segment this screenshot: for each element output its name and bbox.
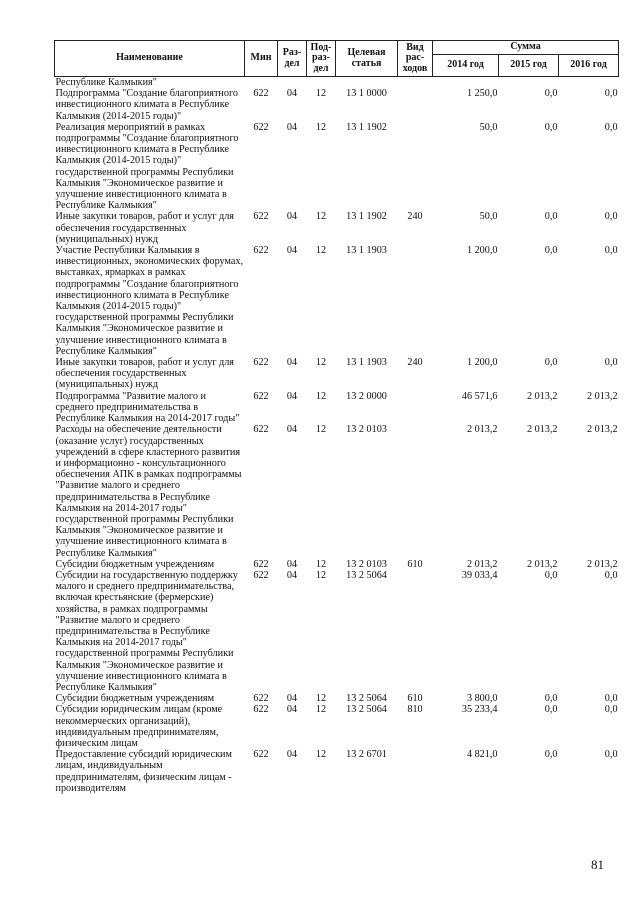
row-sum-2015: 0,0 xyxy=(544,569,558,581)
row-razdel: 04 xyxy=(286,569,298,581)
header-razdel xyxy=(278,41,307,77)
row-article: 13 1 0000 xyxy=(346,88,387,100)
table-row xyxy=(55,77,619,89)
row-sum-2016: 0,0 xyxy=(604,704,618,716)
row-razdel: 04 xyxy=(286,245,298,257)
row-min: 622 xyxy=(253,88,269,100)
row-sum-2015: 0,0 xyxy=(544,88,558,100)
row-sum-2016: 0,0 xyxy=(604,357,618,369)
row-vid xyxy=(398,424,433,558)
row-vid xyxy=(398,122,433,212)
table-row xyxy=(55,122,619,212)
row-razdel: 04 xyxy=(286,88,298,100)
row-min: 622 xyxy=(253,749,269,761)
row-razdel: 04 xyxy=(286,390,298,402)
row-min: 622 xyxy=(253,245,269,257)
row-min: 622 xyxy=(253,211,269,223)
row-vid xyxy=(398,88,433,122)
row-sum-2014: 1 200,0 xyxy=(466,357,498,369)
row-podrazdel: 12 xyxy=(315,121,327,133)
row-min: 622 xyxy=(253,558,269,570)
page-number: 81 xyxy=(591,857,604,872)
table-row xyxy=(55,570,619,693)
table-row xyxy=(55,88,619,122)
row-sum-2016: 2 013,2 xyxy=(586,424,618,436)
row-sum-2015: 0,0 xyxy=(544,749,558,761)
row-article: 13 2 0103 xyxy=(346,558,387,570)
row-sum-2014: 1 250,0 xyxy=(466,88,498,100)
table-body xyxy=(55,77,619,795)
header-2016: 2016 год xyxy=(559,55,619,77)
header-podrazdel xyxy=(307,41,336,77)
row-name: Субсидии бюджетным учреждениям xyxy=(55,558,215,570)
row-sum-2015: 0,0 xyxy=(544,693,558,705)
row-razdel: 04 xyxy=(286,749,298,761)
row-name: Субсидии бюджетным учреждениям xyxy=(55,693,215,705)
row-min: 622 xyxy=(253,424,269,436)
row-podrazdel: 12 xyxy=(315,357,327,369)
row-podrazdel xyxy=(307,77,336,89)
row-podrazdel: 12 xyxy=(315,88,327,100)
table-row xyxy=(55,559,619,570)
row-article xyxy=(336,77,398,89)
row-article: 13 2 5064 xyxy=(346,704,387,716)
header-sum: Сумма xyxy=(433,41,619,55)
row-sum-2016: 2 013,2 xyxy=(586,558,618,570)
table-row xyxy=(55,211,619,245)
row-article: 13 1 1902 xyxy=(346,211,387,223)
row-name: Предоставление субсидий юридическим лицам, индивидуальным предпринимателям, физическим лицам - производителям xyxy=(55,749,232,794)
row-min: 622 xyxy=(253,704,269,716)
row-sum-2016: 0,0 xyxy=(604,693,618,705)
row-name: Подпрограмма "Развитие малого и среднего предпринимательства в Республике Калмыкия на 2014-2017 годы" xyxy=(55,390,240,425)
header-min: Мин xyxy=(245,41,278,77)
row-sum-2014: 4 821,0 xyxy=(466,749,498,761)
row-sum-2015: 2 013,2 xyxy=(526,558,558,570)
row-min xyxy=(245,77,278,89)
header-razdel-text: Раз- дел xyxy=(282,46,302,69)
row-name: Субсидии на государственную поддержку малого и среднего предпринимательства, включая крестьянские (фермерские) хозяйства, в рамках подпрограммы "Развитие малого и среднего предпринимательства в Республике Калмыкия на 2014-2017 годы" государственной программы Республики Калмыкия "Экономическое развитие и улучшение инвестиционного климата в Республике Калмыкия" xyxy=(55,569,238,693)
row-sum-2015: 0,0 xyxy=(544,121,558,133)
row-podrazdel: 12 xyxy=(315,245,327,257)
row-razdel: 04 xyxy=(286,558,298,570)
row-razdel: 04 xyxy=(286,704,298,716)
row-sum-2016: 0,0 xyxy=(604,749,618,761)
row-article: 13 2 5064 xyxy=(346,569,387,581)
table-row xyxy=(55,245,619,357)
table-row xyxy=(55,424,619,558)
row-name: Иные закупки товаров, работ и услуг для обеспечения государственных (муниципальных) нужд xyxy=(55,357,234,391)
row-podrazdel: 12 xyxy=(315,704,327,716)
row-sum-2016: 0,0 xyxy=(604,121,618,133)
row-sum-2014: 50,0 xyxy=(479,211,498,223)
row-vid xyxy=(398,749,433,794)
row-sum-2014: 2 013,2 xyxy=(466,558,498,570)
row-sum-2016: 2 013,2 xyxy=(586,390,618,402)
row-min: 622 xyxy=(253,121,269,133)
row-sum-2015: 0,0 xyxy=(544,357,558,369)
header-vid xyxy=(398,41,433,77)
row-min: 622 xyxy=(253,569,269,581)
row-podrazdel: 12 xyxy=(315,569,327,581)
row-name: Реализация мероприятий в рамках подпрограммы "Создание благоприятного инвестиционного климата в Республике Калмыкия (2014-2015 годы)" государственной программы Республики Калмыкия "Экономическое развитие и улучшение инвестиционного климата в Республике Калмыкия" xyxy=(55,121,239,212)
row-razdel: 04 xyxy=(286,693,298,705)
row-sum-2016 xyxy=(559,77,619,89)
row-vid: 810 xyxy=(407,704,423,716)
table-row xyxy=(55,749,619,794)
row-vid xyxy=(398,245,433,357)
row-vid: 240 xyxy=(407,357,423,369)
row-razdel xyxy=(278,77,307,89)
row-name: Участие Республики Калмыкия в инвестиционных, экономических форумах, выставках, ярмарках в рамках подпрограммы "Создание благоприятного инвестиционного климата в Республике Калмыкия (2014-2015 годы)" государственной программы Республики Калмыкия "Экономическое развитие и улучшение инвестиционного климата в Республике Калмыкия" xyxy=(55,245,244,357)
row-sum-2014: 39 033,4 xyxy=(461,569,498,581)
row-name: Субсидии юридическим лицам (кроме некоммерческих организаций), индивидуальным предпринимателям, физическим лицам xyxy=(55,704,223,749)
row-sum-2014: 1 200,0 xyxy=(466,245,498,257)
header-vid-text: Вид рас- ходов xyxy=(402,41,428,74)
row-article: 13 1 1902 xyxy=(346,121,387,133)
row-podrazdel: 12 xyxy=(315,749,327,761)
row-podrazdel: 12 xyxy=(315,211,327,223)
row-razdel: 04 xyxy=(286,424,298,436)
header-article-text: Целевая статья xyxy=(347,46,386,69)
row-sum-2014: 35 233,4 xyxy=(461,704,498,716)
row-sum-2014: 46 571,6 xyxy=(461,390,498,402)
row-name: Подпрограмма "Создание благоприятного инвестиционного климата в Республике Калмыкия (2014-2015 годы)" xyxy=(55,88,238,122)
row-article: 13 2 5064 xyxy=(346,693,387,705)
row-min: 622 xyxy=(253,390,269,402)
row-sum-2014: 2 013,2 xyxy=(466,424,498,436)
budget-table xyxy=(54,40,619,794)
row-sum-2016: 0,0 xyxy=(604,569,618,581)
row-sum-2014: 50,0 xyxy=(479,121,498,133)
row-sum-2014 xyxy=(433,77,499,89)
row-podrazdel: 12 xyxy=(315,390,327,402)
table-row xyxy=(55,704,619,749)
row-min: 622 xyxy=(253,693,269,705)
row-article: 13 2 0000 xyxy=(346,390,387,402)
table-header xyxy=(55,41,619,77)
table-row xyxy=(55,391,619,425)
row-article: 13 2 6701 xyxy=(346,749,387,761)
row-razdel: 04 xyxy=(286,121,298,133)
header-name: Наименование xyxy=(55,41,245,77)
row-sum-2015: 2 013,2 xyxy=(526,390,558,402)
row-article: 13 2 0103 xyxy=(346,424,387,436)
row-article: 13 1 1903 xyxy=(346,357,387,369)
row-sum-2016: 0,0 xyxy=(604,88,618,100)
row-sum-2015: 0,0 xyxy=(544,211,558,223)
row-vid xyxy=(398,77,433,89)
row-sum-2014: 3 800,0 xyxy=(466,693,498,705)
row-article: 13 1 1903 xyxy=(346,245,387,257)
row-razdel: 04 xyxy=(286,211,298,223)
row-vid: 610 xyxy=(407,693,423,705)
row-podrazdel: 12 xyxy=(315,558,327,570)
header-article xyxy=(336,41,398,77)
row-sum-2015: 0,0 xyxy=(544,245,558,257)
table-row xyxy=(55,357,619,391)
header-podrazdel-text: Под- раз- дел xyxy=(310,41,332,74)
row-podrazdel: 12 xyxy=(315,424,327,436)
row-sum-2015: 2 013,2 xyxy=(526,424,558,436)
row-vid: 610 xyxy=(407,558,423,570)
row-podrazdel: 12 xyxy=(315,693,327,705)
row-vid xyxy=(398,570,433,693)
header-2014: 2014 год xyxy=(433,55,499,77)
row-name: Расходы на обеспечение деятельности (оказание услуг) государственных учреждений в сфере кластерного развития и информационно - консультационного обеспечения АПК в рамках подпрограммы "Развитие малого и среднего предпринимательства в Республике Калмыкия на 2014-2017 годы" государственной программы Республики Калмыкия "Экономическое развитие и улучшение инвестиционного климата в Республике Калмыкия" xyxy=(55,424,242,559)
row-vid: 240 xyxy=(407,211,423,223)
header-2015: 2015 год xyxy=(499,55,559,77)
row-sum-2016: 0,0 xyxy=(604,211,618,223)
row-sum-2015: 0,0 xyxy=(544,704,558,716)
row-razdel: 04 xyxy=(286,357,298,369)
row-name: Иные закупки товаров, работ и услуг для обеспечения государственных (муниципальных) нужд xyxy=(55,211,234,245)
row-vid xyxy=(398,391,433,425)
table-row xyxy=(55,693,619,704)
row-sum-2016: 0,0 xyxy=(604,245,618,257)
row-name: Республике Калмыкия" xyxy=(55,77,157,88)
row-min: 622 xyxy=(253,357,269,369)
row-sum-2015 xyxy=(499,77,559,89)
